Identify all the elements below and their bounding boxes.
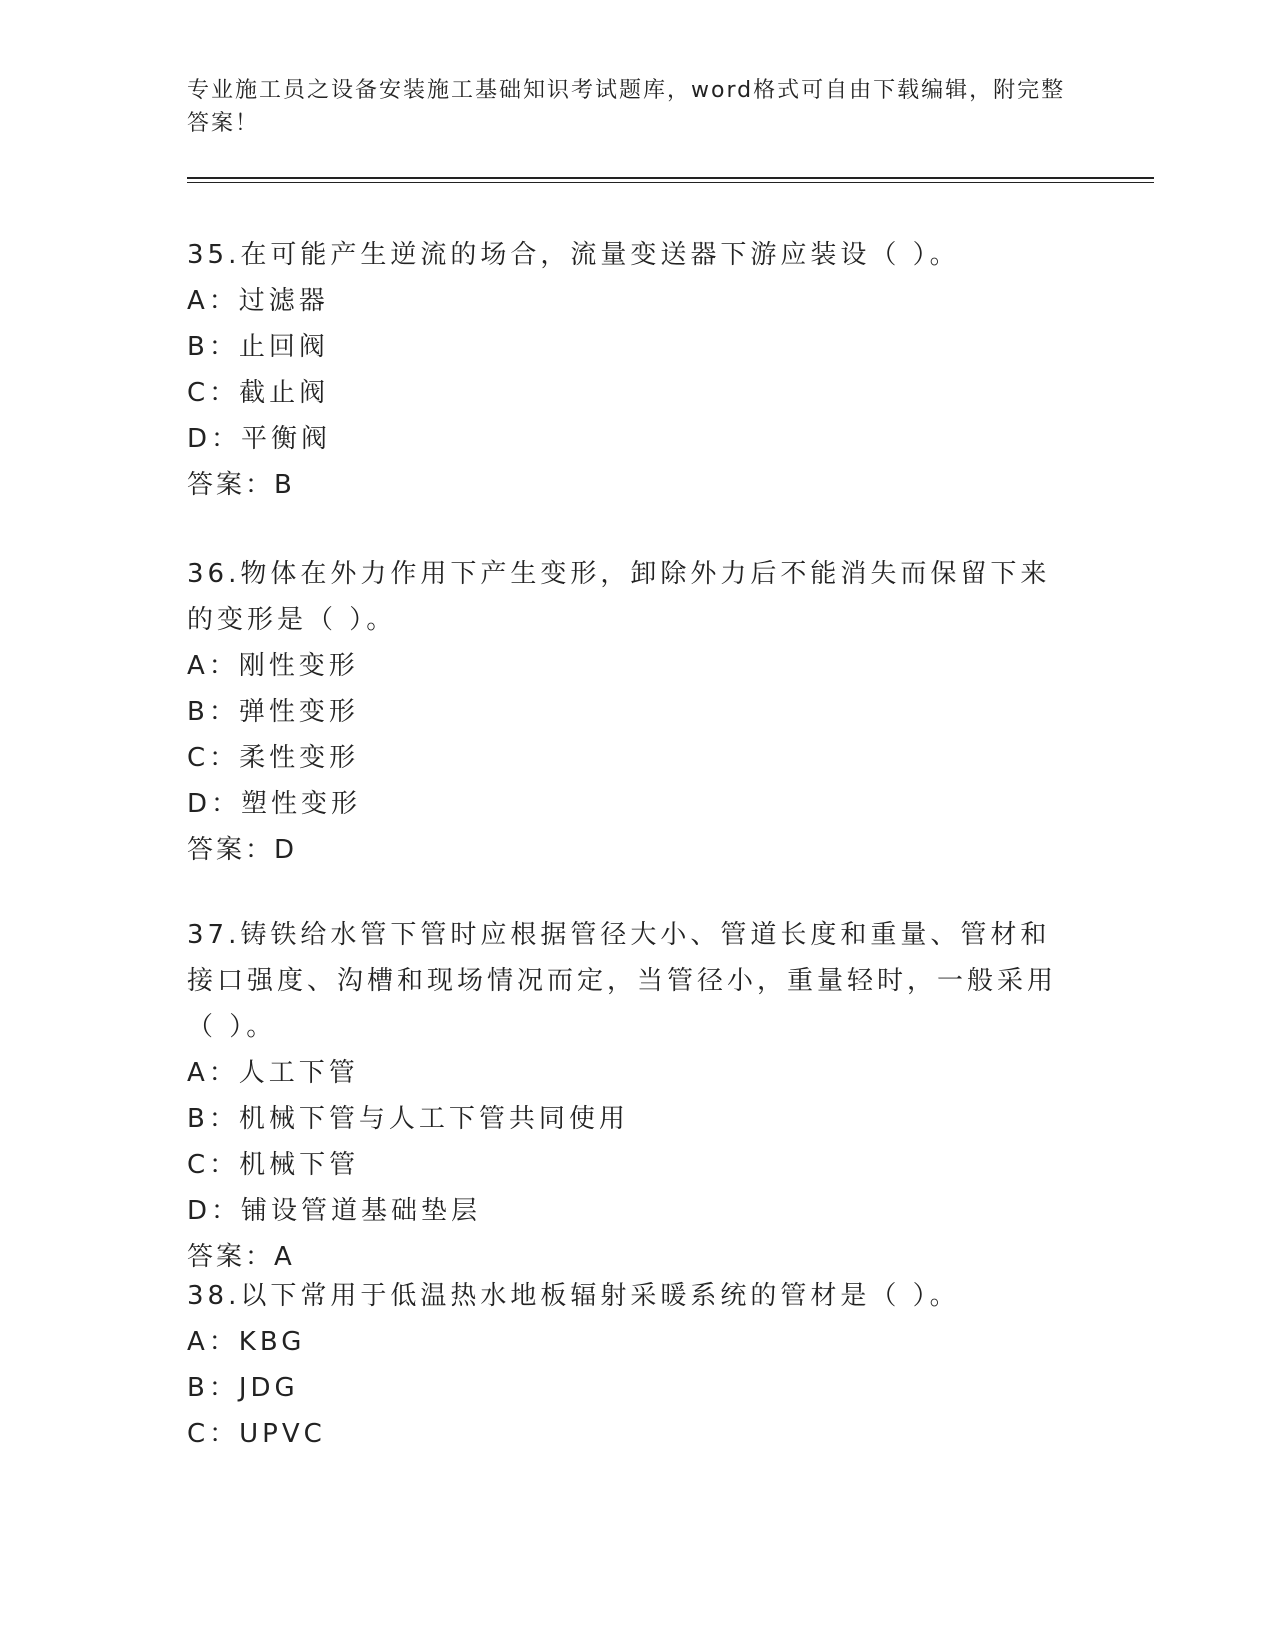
question-stem: 36.物体在外力作用下产生变形，卸除外力后不能消失而保留下来的变形是（ ）。: [187, 559, 1051, 635]
option-d: D：铺设管道基础垫层: [187, 1196, 482, 1226]
option-b: B：JDG: [187, 1373, 299, 1403]
option-c: C：UPVC: [187, 1419, 326, 1449]
question-stem: 35.在可能产生逆流的场合，流量变送器下游应装设（ ）。: [187, 240, 960, 270]
answer-label: 答案：B: [187, 470, 295, 500]
answer-label: 答案：D: [187, 835, 298, 865]
option-a: A：刚性变形: [187, 651, 359, 681]
question-35: [187, 232, 1067, 508]
answer-label: 答案：A: [187, 1242, 295, 1272]
question-38: [187, 1273, 1067, 1457]
option-c: C：柔性变形: [187, 743, 360, 773]
option-a: A：KBG: [187, 1327, 306, 1357]
option-a: A：人工下管: [187, 1058, 359, 1088]
question-37: [187, 912, 1067, 1280]
document-header: 专业施工员之设备安装施工基础知识考试题库，word格式可自由下载编辑，附完整答案！: [187, 78, 1066, 136]
option-d: D：塑性变形: [187, 789, 362, 819]
option-a: A：过滤器: [187, 286, 329, 316]
option-b: B：机械下管与人工下管共同使用: [187, 1104, 629, 1134]
option-c: C：截止阀: [187, 378, 330, 408]
question-stem: 37.铸铁给水管下管时应根据管径大小、管道长度和重量、管材和接口强度、沟槽和现场情况而定，当管径小，重量轻时，一般采用（ ）。: [187, 920, 1058, 1042]
option-b: B：弹性变形: [187, 697, 359, 727]
option-c: C：机械下管: [187, 1150, 360, 1180]
header-rule-top: [187, 177, 1154, 179]
question-stem: 38.以下常用于低温热水地板辐射采暖系统的管材是（ ）。: [187, 1281, 960, 1311]
header-rule-bottom: [187, 182, 1154, 183]
question-36: [187, 551, 1067, 873]
option-d: D：平衡阀: [187, 424, 332, 454]
option-b: B：止回阀: [187, 332, 329, 362]
